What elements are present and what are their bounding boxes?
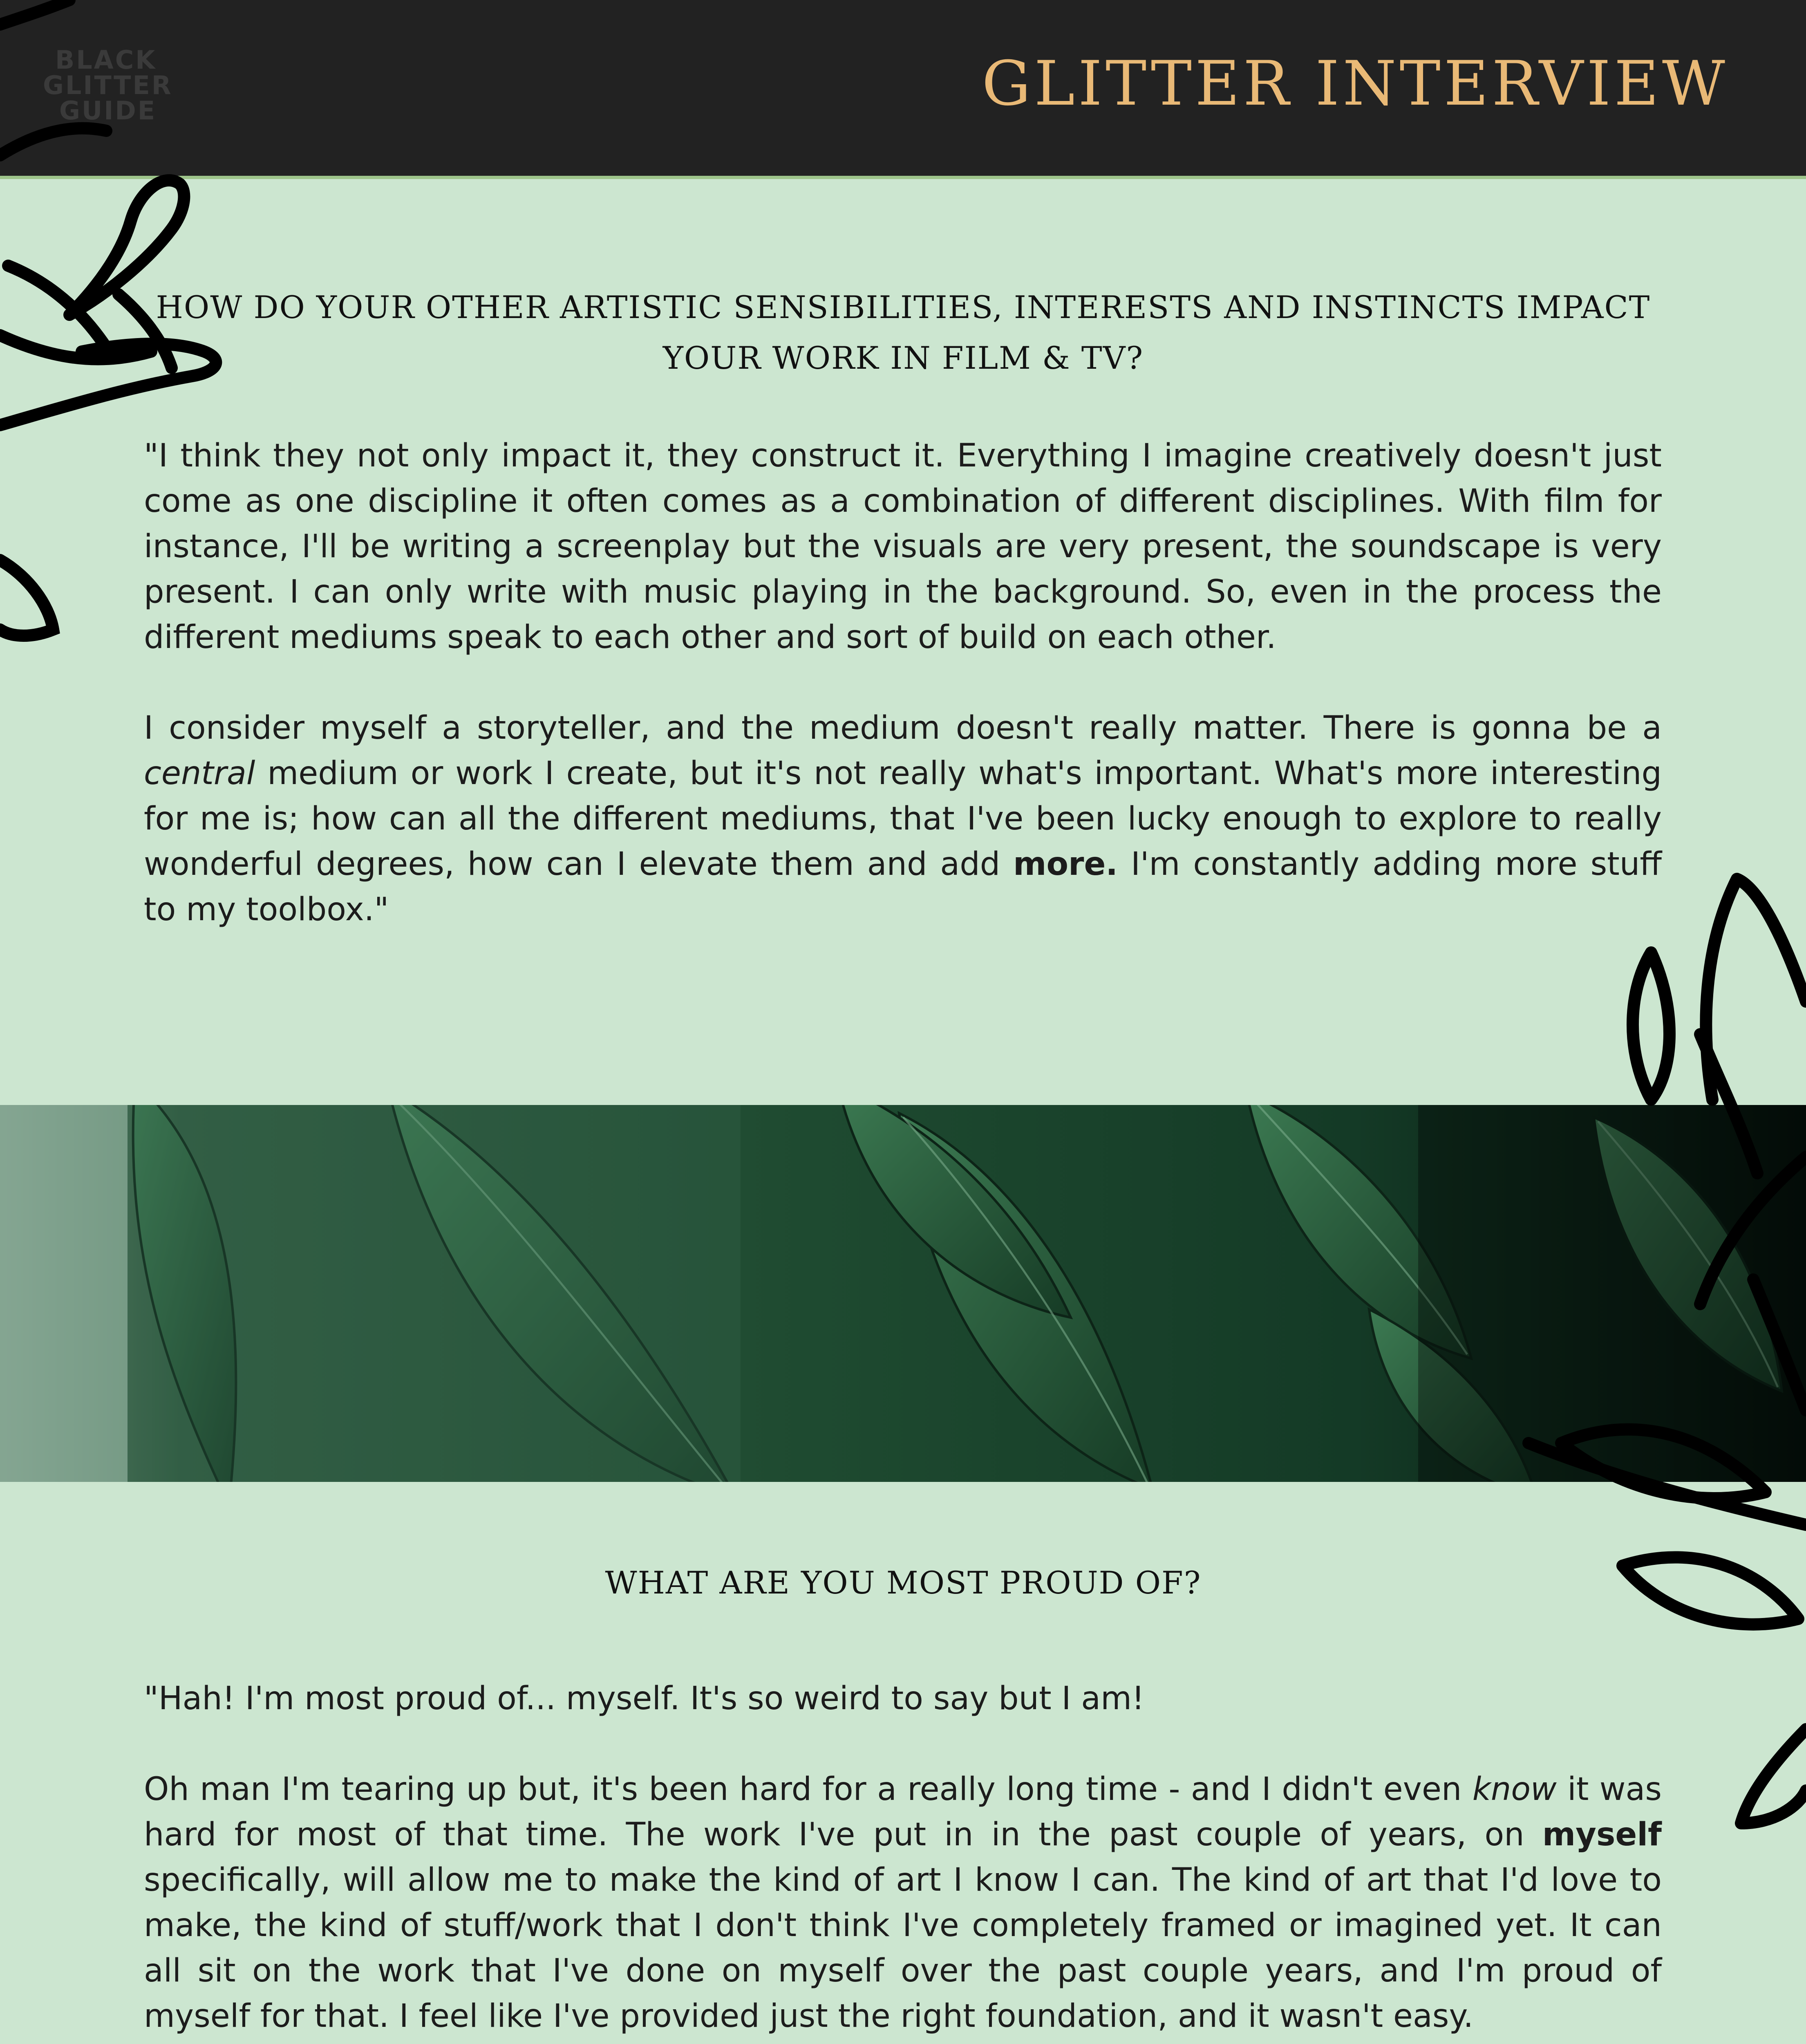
page-header	[0, 0, 1806, 179]
answer-paragraph: "Hah! I'm most proud of... myself. It's so weird to say but I am!	[144, 1680, 1145, 1717]
leaf-outline-icon	[0, 548, 82, 670]
answer-most-proud	[144, 1676, 1662, 2044]
text-run: Oh man I'm tearing up but, it's been hard for a really long time - and I didn't even	[144, 1771, 1473, 1808]
question-most-proud: WHAT ARE YOU MOST PROUD OF?	[605, 1564, 1202, 1601]
text-run: it was hard for most of that time. The work I've put in in the past couple of years, on	[144, 1771, 1662, 1853]
logo-line: BLACK	[55, 45, 157, 75]
answer-paragraph: "I think they not only impact it, they construct it. Everything I imagine creatively doesn't just come as one discipline it often comes as a combination of different disciplines. With film for instance, I'll be writing a screenplay but the visuals are very present, the soundscape is very present. I can only write with music playing in the background. So, even in the process the different mediums speak to each other and sort of build on each other.	[144, 437, 1662, 656]
emphasis-text: know	[1472, 1771, 1557, 1808]
text-run: I consider myself a storyteller, and the medium doesn't really matter. There is gonna be a	[144, 710, 1662, 746]
question-artistic-sensibilities: HOW DO YOUR OTHER ARTISTIC SENSIBILITIES, INTERESTS AND INSTINCTS IMPACT YOUR WORK IN FILM & TV?	[156, 289, 1651, 376]
text-run: I'm constantly adding more stuff to my toolbox."	[144, 846, 1662, 928]
magazine-title: GLITTER INTERVIEW	[982, 48, 1728, 119]
bold-text: myself	[1542, 1816, 1662, 1853]
logo-line: GLITTER	[43, 70, 173, 100]
emphasis-text: central	[144, 755, 255, 792]
answer-paragraph	[144, 706, 1662, 932]
text-run: specifically, will allow me to make the kind of art I know I can. The kind of art that I'd love to make, the kind of stuff/work that I don't think I've completely framed or imagined yet. It can all sit on the work that I've done on myself over the past couple years, and I'm proud of myself for that. I feel like I've provided just the right foundation, and it wasn't easy.	[144, 1862, 1662, 2035]
answer-artistic-sensibilities	[144, 433, 1662, 932]
logo-line: GUIDE	[59, 96, 157, 126]
answer-paragraph	[144, 1767, 1662, 2039]
bold-text: more.	[1013, 846, 1118, 883]
text-run: medium or work I create, but it's not really what's important. What's more interesting for me is; how can all the different mediums, that I've been lucky enough to explore to really wonderful degrees, how can I elevate them and add	[144, 755, 1662, 883]
